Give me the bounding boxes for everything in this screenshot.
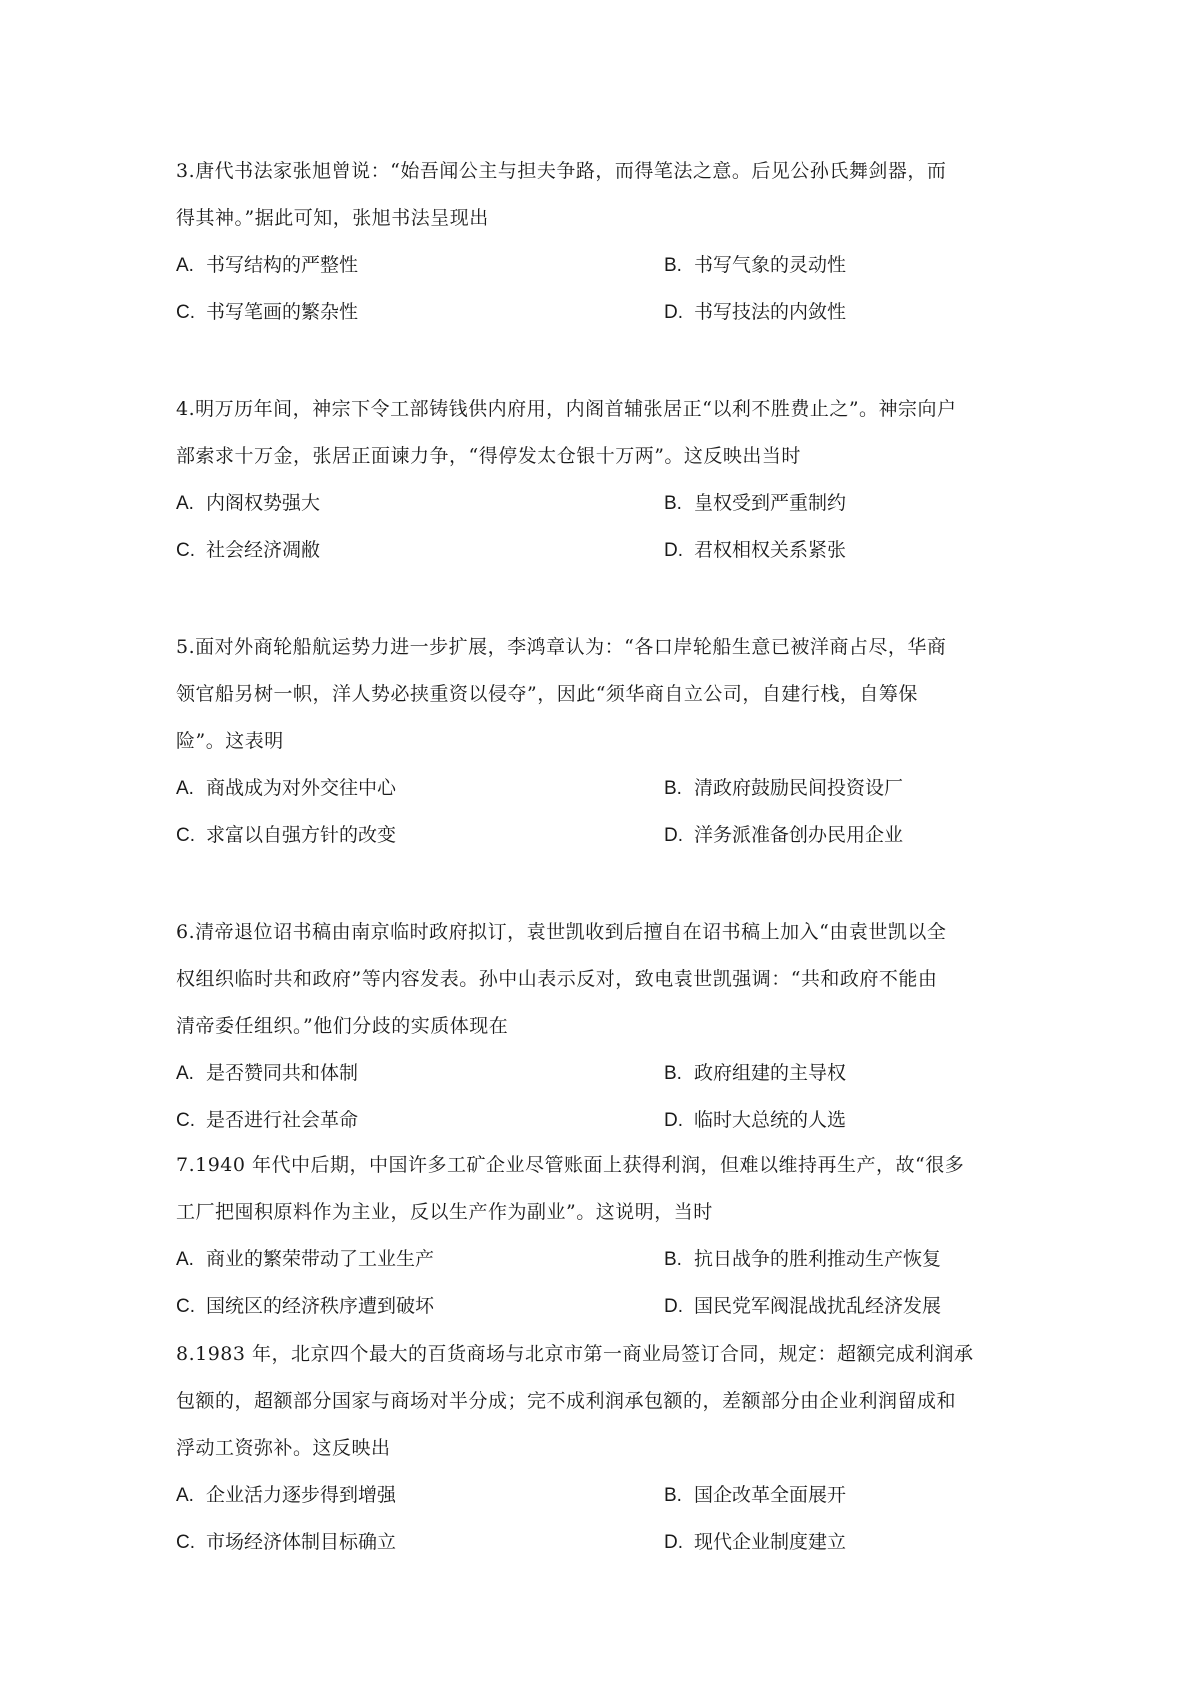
option-letter: D. xyxy=(664,302,683,323)
stem-line: 得其神。”据此可知，张旭书法呈现出 xyxy=(176,207,489,229)
option-letter: D. xyxy=(664,825,683,846)
question-4 xyxy=(176,386,1036,574)
option-letter: C. xyxy=(176,825,195,846)
option-b xyxy=(664,242,846,289)
question-6 xyxy=(176,909,1036,1144)
option-text: 书写笔画的繁杂性 xyxy=(206,301,359,323)
option-b xyxy=(664,765,903,812)
option-text: 内阁权势强大 xyxy=(206,492,321,514)
option-letter: C. xyxy=(176,1296,195,1317)
option-text: 商业的繁荣带动了工业生产 xyxy=(206,1248,435,1270)
option-letter: C. xyxy=(176,302,195,323)
option-text: 国统区的经济秩序遭到破坏 xyxy=(206,1295,435,1317)
option-letter: A. xyxy=(176,255,194,276)
option-a xyxy=(176,1472,396,1519)
option-text: 书写结构的严整性 xyxy=(206,254,359,276)
option-letter: B. xyxy=(664,255,682,276)
stem-line: 领官船另树一帜，洋人势必挟重资以侵夺”，因此“须华商自立公司，自建行栈，自筹保 xyxy=(176,683,918,705)
option-d xyxy=(664,812,903,859)
option-a xyxy=(176,765,396,812)
option-d xyxy=(664,527,846,574)
option-text: 抗日战争的胜利推动生产恢复 xyxy=(694,1248,942,1270)
option-letter: A. xyxy=(176,1063,194,1084)
option-a xyxy=(176,1236,434,1283)
options xyxy=(176,1472,1036,1566)
option-a xyxy=(176,480,320,527)
option-letter: A. xyxy=(176,778,194,799)
option-a xyxy=(176,242,358,289)
option-text: 社会经济凋敝 xyxy=(206,539,321,561)
option-text: 求富以自强方针的改变 xyxy=(206,824,397,846)
option-d xyxy=(664,289,846,336)
option-text: 临时大总统的人选 xyxy=(694,1109,847,1131)
option-letter: D. xyxy=(664,1110,683,1131)
option-letter: D. xyxy=(664,540,683,561)
option-text: 国企改革全面展开 xyxy=(694,1484,847,1506)
option-text: 君权相权关系紧张 xyxy=(694,539,847,561)
option-letter: C. xyxy=(176,1110,195,1131)
option-text: 书写技法的内敛性 xyxy=(694,301,847,323)
options xyxy=(176,1050,1036,1144)
stem-line: 7.1940 年代中后期，中国许多工矿企业尽管账面上获得利润，但难以维持再生产，故“很多 xyxy=(176,1154,965,1176)
option-letter: C. xyxy=(176,1532,195,1553)
stem-line: 部索求十万金，张居正面谏力争，“得停发太仓银十万两”。这反映出当时 xyxy=(176,445,801,467)
option-text: 清政府鼓励民间投资设厂 xyxy=(694,777,904,799)
option-letter: B. xyxy=(664,1485,682,1506)
question-stem xyxy=(176,1142,1036,1236)
option-b xyxy=(664,480,846,527)
option-b xyxy=(664,1050,846,1097)
option-text: 市场经济体制目标确立 xyxy=(206,1531,397,1553)
question-5 xyxy=(176,624,1036,859)
option-text: 政府组建的主导权 xyxy=(694,1062,847,1084)
option-text: 皇权受到严重制约 xyxy=(694,492,847,514)
option-b xyxy=(664,1472,846,1519)
option-b xyxy=(664,1236,941,1283)
stem-line: 工厂把囤积原料作为主业，反以生产作为副业”。这说明，当时 xyxy=(176,1201,713,1223)
option-text: 商战成为对外交往中心 xyxy=(206,777,397,799)
stem-line: 权组织临时共和政府”等内容发表。孙中山表示反对，致电袁世凯强调：“共和政府不能由 xyxy=(176,968,938,990)
option-d xyxy=(664,1097,846,1144)
stem-line: 8.1983 年，北京四个最大的百货商场与北京市第一商业局签订合同，规定：超额完成利润承 xyxy=(176,1343,974,1365)
question-stem xyxy=(176,386,1036,480)
stem-line: 包额的，超额部分国家与商场对半分成；完不成利润承包额的，差额部分由企业利润留成和 xyxy=(176,1390,957,1412)
option-letter: D. xyxy=(664,1532,683,1553)
option-text: 书写气象的灵动性 xyxy=(694,254,847,276)
option-text: 是否赞同共和体制 xyxy=(206,1062,359,1084)
stem-line: 险”。这表明 xyxy=(176,730,284,752)
option-d xyxy=(664,1283,941,1330)
options xyxy=(176,480,1036,574)
options xyxy=(176,1236,1036,1330)
option-letter: A. xyxy=(176,493,194,514)
options xyxy=(176,765,1036,859)
option-letter: B. xyxy=(664,1249,682,1270)
option-text: 现代企业制度建立 xyxy=(694,1531,847,1553)
option-letter: B. xyxy=(664,493,682,514)
stem-line: 5.面对外商轮船航运势力进一步扩展，李鸿章认为：“各口岸轮船生意已被洋商占尽，华商 xyxy=(176,636,947,658)
option-c xyxy=(176,1283,434,1330)
option-c xyxy=(176,812,396,859)
options xyxy=(176,242,1036,336)
option-letter: B. xyxy=(664,1063,682,1084)
stem-line: 4.明万历年间，神宗下令工部铸钱供内府用，内阁首辅张居正“以利不胜费止之”。神宗向户 xyxy=(176,398,957,420)
option-d xyxy=(664,1519,846,1566)
option-c xyxy=(176,1097,358,1144)
option-letter: A. xyxy=(176,1249,194,1270)
option-text: 洋务派准备创办民用企业 xyxy=(694,824,904,846)
option-letter: B. xyxy=(664,778,682,799)
stem-line: 3.唐代书法家张旭曾说：“始吾闻公主与担夫争路，而得笔法之意。后见公孙氏舞剑器，而 xyxy=(176,160,947,182)
option-c xyxy=(176,289,358,336)
question-stem xyxy=(176,1331,1036,1472)
option-text: 是否进行社会革命 xyxy=(206,1109,359,1131)
stem-line: 6.清帝退位诏书稿由南京临时政府拟订，袁世凯收到后擅自在诏书稿上加入“由袁世凯以全 xyxy=(176,921,947,943)
question-stem xyxy=(176,624,1036,765)
option-c xyxy=(176,527,320,574)
question-7 xyxy=(176,1142,1036,1330)
option-letter: C. xyxy=(176,540,195,561)
question-stem xyxy=(176,909,1036,1050)
option-text: 企业活力逐步得到增强 xyxy=(206,1484,397,1506)
option-c xyxy=(176,1519,396,1566)
stem-line: 浮动工资弥补。这反映出 xyxy=(176,1437,391,1459)
option-text: 国民党军阀混战扰乱经济发展 xyxy=(694,1295,942,1317)
option-letter: A. xyxy=(176,1485,194,1506)
question-8 xyxy=(176,1331,1036,1566)
option-letter: D. xyxy=(664,1296,683,1317)
stem-line: 清帝委任组织。”他们分歧的实质体现在 xyxy=(176,1015,509,1037)
question-3 xyxy=(176,148,1036,336)
question-stem xyxy=(176,148,1036,242)
option-a xyxy=(176,1050,358,1097)
